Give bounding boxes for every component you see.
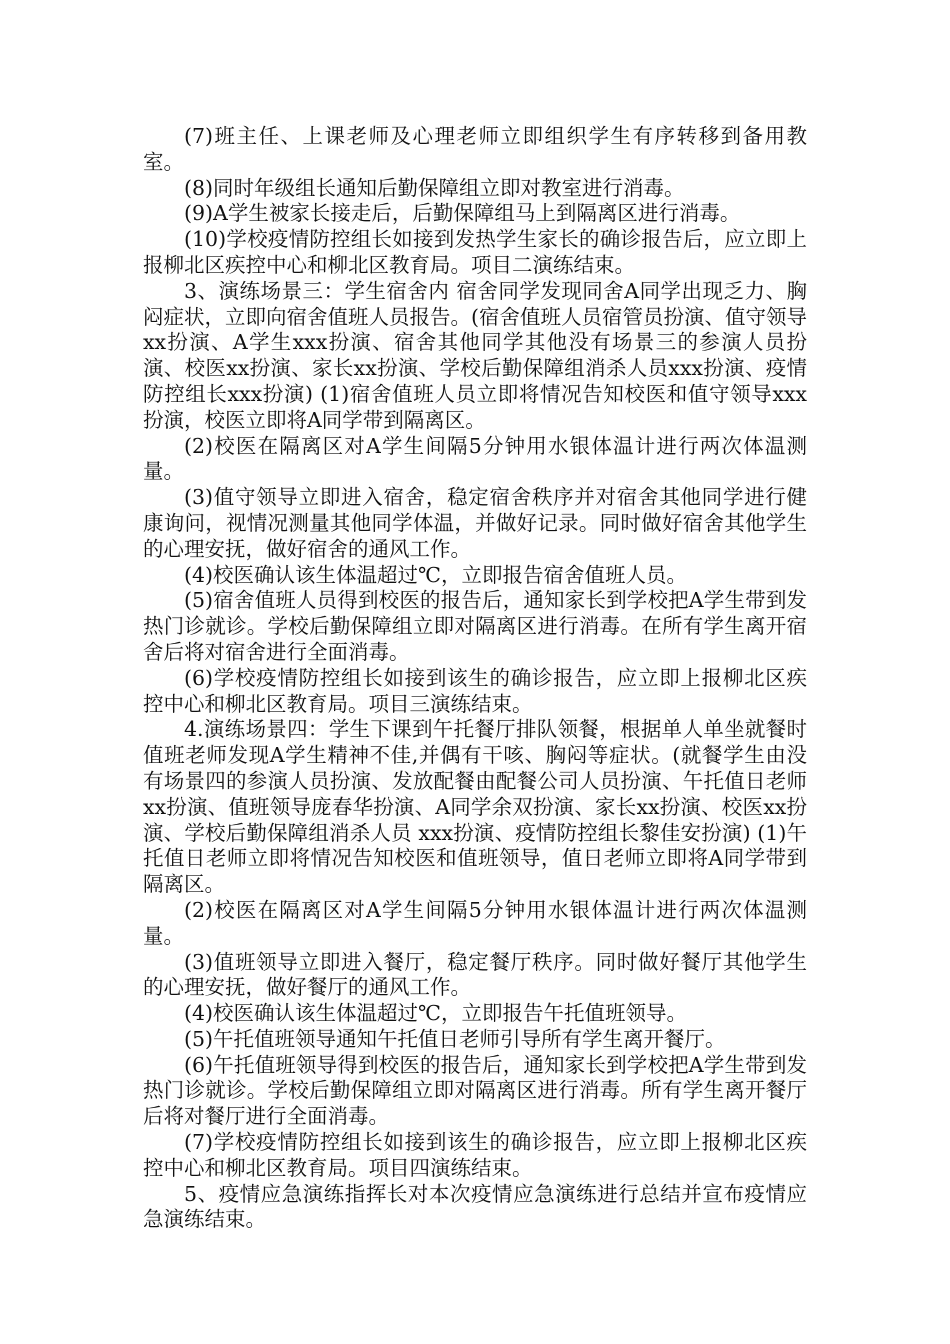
paragraph-scene-four-step-5: (5)午托值班领导通知午托值日老师引导所有学生离开餐厅。 (184, 1026, 726, 1051)
paragraph-scene-three-step-4: (4)校医确认该生体温超过℃，立即报告宿舍值班人员。 (184, 562, 687, 587)
document-body (143, 124, 807, 1233)
paragraph-item-8-classroom-disinfection: (8)同时年级组长通知后勤保障组立即对教室进行消毒。 (184, 175, 685, 200)
paragraph-scene-four-step-7: (7)学校疫情防控组长如接到该生的确诊报告，应立即上报柳北区疾控中心和柳北区教育局。项目四演练结束。 (143, 1130, 807, 1180)
paragraph-scene-four-step-2: (2)校医在隔离区对A学生间隔5分钟用水银体温计进行两次体温测量。 (143, 897, 807, 948)
paragraph-scene-four-step-4: (4)校医确认该生体温超过℃，立即报告午托值班领导。 (184, 1001, 687, 1026)
paragraph-scene-four-step-3: (3)值班领导立即进入餐厅，稳定餐厅秩序。同时做好餐厅其他学生的心理安抚，做好餐厅的通风工作。 (143, 949, 807, 1000)
paragraph-scene-three-step-6: (6)学校疫情防控组长如接到该生的确诊报告，应立即上报柳北区疾控中心和柳北区教育局。项目三演练结束。 (143, 665, 807, 716)
paragraph-scene-three-step-5: (5)宿舍值班人员得到校医的报告后，通知家长到学校把A学生带到发热门诊就诊。学校后勤保障组立即对隔离区进行消毒。在所有学生离开宿舍后将对宿舍进行全面消毒。 (143, 588, 807, 664)
paragraph-item-10-report: (10)学校疫情防控组长如接到发热学生家长的确诊报告后，应立即上报柳北区疾控中心和柳北区教育局。项目二演练结束。 (143, 227, 807, 277)
paragraph-scene-three-step-2: (2)校医在隔离区对A学生间隔5分钟用水银体温计进行两次体温测量。 (143, 433, 807, 484)
paragraph-scene-four-step-6: (6)午托值班领导得到校医的报告后，通知家长到学校把A学生带到发热门诊就诊。学校后勤保障组立即对隔离区进行消毒。所有学生离开餐厅后将对餐厅进行全面消毒。 (143, 1052, 807, 1129)
paragraph-item-7-transfer: (7)班主任、上课老师及心理老师立即组织学生有序转移到备用教室。 (143, 124, 807, 174)
paragraph-scene-three: 3、演练场景三：学生宿舍内 宿舍同学发现同舍A同学出现乏力、胸闷症状，立即向宿舍值班人员报告。(宿舍值班人员宿管员扮演、值守领导 xx扮演、A学生xxx扮演、宿舍其他同学其他没有场景三的参演人员扮演、校医xx扮演、家长xx扮演、学校后勤保障组消杀人员xxx扮演、疫情防控组长xxx扮演) (1)宿舍值班人员立即将情况告知校医和值守领导xxx扮演，校医立即将A同学带到隔离区。 (143, 278, 807, 432)
paragraph-item-9-isolation-disinfection: (9)A学生被家长接走后，后勤保障组马上到隔离区进行消毒。 (184, 201, 741, 226)
paragraph-scene-four: 4.演练场景四：学生下课到午托餐厅排队领餐，根据单人单坐就餐时值班老师发现A学生精神不佳,并偶有干咳、胸闷等症状。(就餐学生由没有场景四的参演人员扮演、发放配餐由配餐公司人员扮演、午托值日老师 xx扮演、值班领导庞春华扮演、A同学余双扮演、家长xx扮演、校医xx扮演、学校后勤保障组消杀人员 xxx扮演、疫情防控组长黎佳安扮演) (1)午托值日老师立即将情况告知校医和值班领导，值日老师立即将A同学带到隔离区。 (143, 717, 807, 897)
paragraph-scene-three-step-3: (3)值守领导立即进入宿舍，稳定宿舍秩序并对宿舍其他同学进行健康询问，视情况测量其他同学体温，并做好记录。同时做好宿舍其他学生的心理安抚，做好宿舍的通风工作。 (143, 485, 807, 561)
paragraph-summary: 5、疫情应急演练指挥长对本次疫情应急演练进行总结并宣布疫情应急演练结束。 (143, 1181, 807, 1232)
